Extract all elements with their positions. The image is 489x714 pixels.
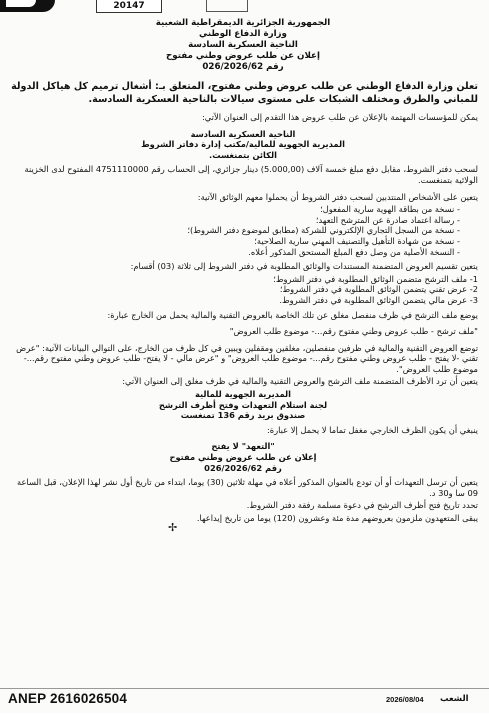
- validity-paragraph: يبقى المتعهدون ملزمون بعروضهم مدة مئة وعشرون (120) يوما من تاريخ إيداعها.: [196, 513, 478, 523]
- deposit-address-line-2: لجنة استلام التعهدات وفتح أظرف الترشح: [158, 399, 328, 410]
- offers-parts-list: [8, 274, 478, 306]
- announcement-header: [8, 18, 478, 73]
- outer-envelope-block: [8, 441, 478, 473]
- deposit-address-block: [8, 389, 478, 421]
- list-item: - النسخة الأصلية من وصل دفع المبلغ المستحق المذكور أعلاه.: [248, 246, 460, 257]
- outer-envelope-intro: ينبغي أن يكون الظرف الخارجي مغفل تماما لا يحمل إلا عبارة:: [266, 424, 478, 435]
- address-line-2: المديرية الجهوية للمالية/مكتب إدارة دفاتر الشروط: [141, 139, 345, 150]
- military-region: الناحية العسكرية السادسة: [188, 40, 298, 50]
- opening-paragraph: تحدد تاريخ فتح أظرف الترشح في دعوة مسلمة رفقة دفتر الشروط.: [246, 500, 478, 511]
- address-line-3: الكائن بتمنغست.: [209, 149, 277, 160]
- issue-box-empty: [206, 0, 248, 12]
- deposit-address-line-1: المديرية الجهوية للمالية: [195, 389, 291, 400]
- payment-paragraph: لسحب دفتر الشروط، مقابل دفع مبلغ خمسة آلاف (5.000,00) دينار جزائري، إلى الحساب رقم 4751110000 المفتوح لدى الخزينة الولائية بتمنغست.: [24, 164, 478, 185]
- publication-date: 2026/08/04: [386, 695, 424, 704]
- corner-logo-highlight: [6, 0, 36, 7]
- address-intro: يمكن للمؤسسات المهتمة بالإعلان عن طلب عروض هذا التقدم إلى العنوان الآتي:: [201, 112, 478, 122]
- top-strip: [0, 0, 489, 14]
- outer-envelope-line-3: رقم 026/2026/62: [204, 462, 282, 473]
- outer-envelope-line-1: "التعهد" لا يفتح: [211, 441, 275, 452]
- deadline-paragraph: يتعين أن ترسل التعهدات أو أن تودع بالعنوان المذكور أعلاه في مهلة ثلاثين (30) يوما، ابتداء من تاريخ أول نشر لهذا الإعلان، قبل الساعة 09 سا و30 د.: [17, 477, 478, 498]
- list-item: 3- عرض مالي يتضمن الوثائق المطلوبة في دفتر الشروط.: [279, 294, 478, 305]
- ministry-name: وزارة الدفاع الوطني: [199, 29, 287, 39]
- deposit-intro: يتعين أن ترد الأظرف المتضمنة ملف الترشح والعروض التقنية والمالية في ظرف مغلق إلى العنوان الآتي:: [122, 376, 478, 387]
- republic-name: الجمهورية الجزائرية الديمقراطية الشعبية: [155, 18, 331, 28]
- anep-reference: ANEP 2616026504: [8, 691, 128, 706]
- list-item: - نسخة من بطاقة الهوية سارية المفعول؛: [320, 204, 460, 215]
- list-item: 2- عرض تقني يتضمن الوثائق المطلوبة في دفتر الشروط؛: [279, 284, 478, 295]
- announcement-title: إعلان عن طلب عروض وطني مفتوح: [166, 51, 320, 61]
- address-line-1: الناحية العسكرية السادسة: [190, 128, 296, 139]
- deposit-address-line-3: صندوق بريد رقم 136 تمنغست: [180, 410, 306, 421]
- announcement-number: رقم 026/2026/62: [202, 62, 284, 72]
- page-footer: [0, 688, 489, 714]
- address-block: [8, 129, 478, 161]
- list-item: - نسخة من السجل التجاري الإلكتروني للشركة (مطابق لموضوع دفتر الشروط)؛: [187, 225, 460, 236]
- envelope-label: "ملف ترشح - طلب عروض وطني مفتوح رقم...- موضوع طلب العروض": [229, 326, 478, 337]
- offers-intro: يتعين تقسيم العروض المتضمنة المستندات والوثائق المطلوبة في دفتر الشروط إلى ثلاثة (03) أقسام:: [130, 261, 478, 272]
- issue-number: 20147: [96, 0, 162, 13]
- candidates-doc-list: [8, 204, 478, 257]
- candidates-intro: يتعين على الأشخاص المنتدبين لسحب دفتر الشروط أن يحملوا معهم الوثائق الآتية:: [197, 191, 478, 202]
- tech-fin-paragraph: توضع العروض التقنية والمالية في ظرفين منفصلين، مغلقين ومقفلين ويبين في كل ظرف من الخارج، على التوالي البيانات الآتية: "عرض تقني -لا يفتح - طلب عروض وطني مفتوح رقم...- موضوع طلب العروض" و "عرض مالي - لا يفتح- طلب عروض وطني مفتوح رقم...- موضوع طلب العروض".: [16, 342, 478, 374]
- tender-announcement: [8, 18, 478, 686]
- list-item: 1- ملف الترشح متضمن الوثائق المطلوبة في دفتر الشروط؛: [273, 273, 478, 284]
- outer-envelope-line-2: إعلان عن طلب عروض وطني مفتوح: [169, 452, 317, 463]
- intro-paragraph: تعلن وزارة الدفاع الوطني عن طلب عروض وطني مفتوح، المتعلق بـ: أشغال ترميم كل هياكل الدولة للمباني والطرق ومختلف الشبكات على مستوى سيالات بالناحية العسكرية السادسة.: [11, 81, 478, 105]
- envelope-paragraph: يوضع ملف الترشح في ظرف منفصل مغلق عن تلك الخاصة بالعروض التقنية والمالية يحمل من الخارج عبارة:: [107, 309, 478, 320]
- handwritten-mark-icon: ✢: [168, 521, 178, 534]
- newspaper-name: الشعب: [440, 694, 469, 704]
- list-item: - رسالة اعتماد صادرة عن المترشح التعهد؛: [315, 214, 460, 225]
- list-item: - نسخة من شهادة التأهيل والتصنيف المهني سارية الصلاحية؛: [254, 235, 460, 246]
